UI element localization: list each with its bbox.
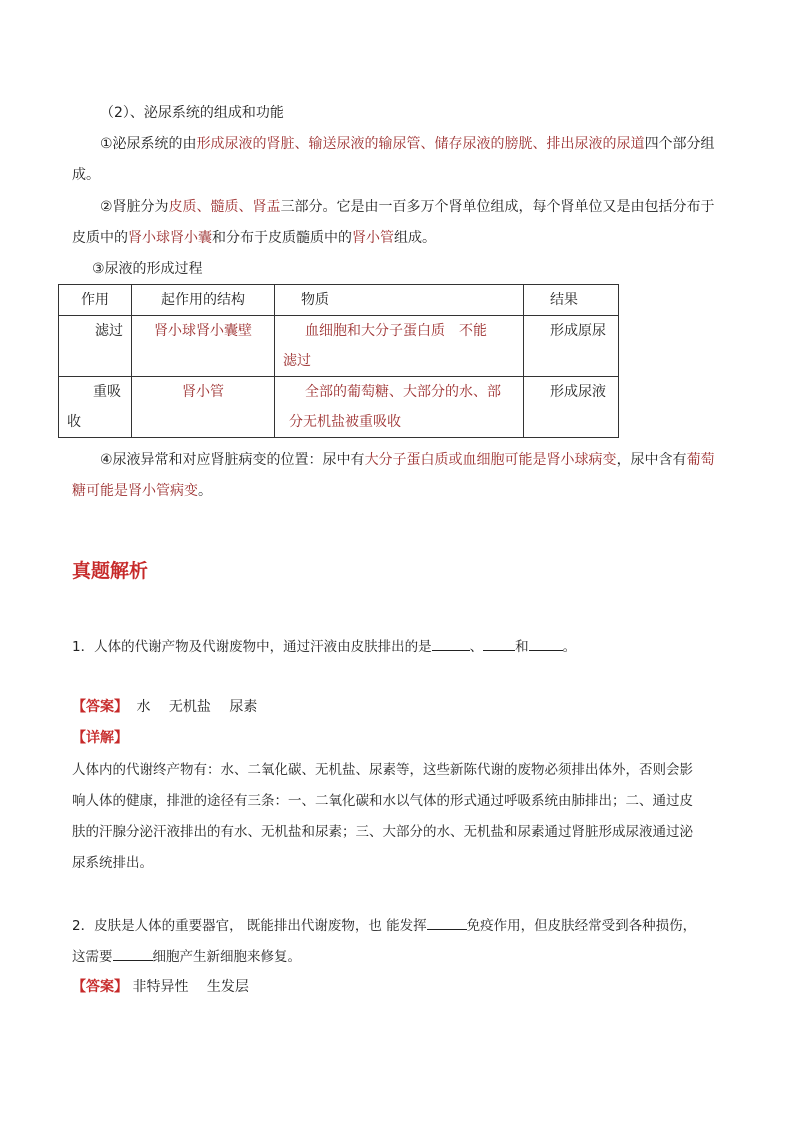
table-row [59,377,619,438]
cell-action: 滤过 [59,316,132,377]
header-substance: 物质 [275,285,524,316]
note-4-line-2: 糖可能是肾小管病变。 [72,483,212,499]
question-2-line-2: 这需要 细胞产生新细胞来修复。 [72,946,301,967]
section-title: 真题解析 [72,560,149,582]
paragraph-1-line-1: ①泌尿系统的由形成尿液的肾脏、输送尿液的输尿管、储存尿液的膀胱、排出尿液的尿道四个部分组 [100,136,715,152]
heading-text: （2）、泌尿系统的组成和功能 [100,105,284,121]
answer-tag: 【答案】 [72,979,128,995]
highlight-glomerulus-disease: 大分子蛋白质或血细胞可能是肾小球病变 [364,452,617,468]
paragraph-2-line-1: ②肾脏分为皮质、髓质、肾盂三部分。它是由一百多万个肾单位组成，每个肾单位又是由包括分布于 [100,199,715,215]
cell-action: 重吸 收 [59,377,132,438]
highlight-tubule: 肾小管 [352,230,394,246]
detail-line: 肤的汗腺分泌汗液排出的有水、无机盐和尿素；三、大部分的水、无机盐和尿素通过肾脏形成尿液通过泌 [72,824,693,840]
paragraph-2-line-2: 皮质中的肾小球肾小囊和分布于皮质髓质中的肾小管组成。 [72,230,436,246]
answer-blank [483,636,515,651]
question-1-detail-tag [72,728,128,748]
cell-structure: 肾小球肾小囊壁 [132,316,275,377]
cell-result: 形成尿液 [524,377,619,438]
cell-result: 形成原尿 [524,316,619,377]
detail-line: 响人体的健康，排泄的途径有三条：一、二氧化碳和水以气体的形式通过呼吸系统由肺排出；二、通过皮 [72,793,693,809]
question-2-line-1: 2．皮肤是人体的重要器官， 既能排出代谢废物，也 能发挥 免疫作用，但皮肤经常受到各种损伤， [72,915,696,936]
answer-tag: 【答案】 [72,699,128,715]
cell-structure: 肾小管 [132,377,275,438]
paragraph-1-line-2: 成。 [72,167,100,183]
header-structure: 起作用的结构 [132,285,275,316]
detail-line: 人体内的代谢终产物有：水、二氧化碳、无机盐、尿素等，这些新陈代谢的废物必须排出体外，否则会影 [72,762,693,778]
answer-blank [529,636,563,651]
section-heading-urinary [100,103,284,123]
cell-substance: 全部的葡萄糖、大部分的水、部 分无机盐被重吸收 [275,377,524,438]
detail-tag: 【详解】 [72,730,128,746]
urine-formation-table [58,284,619,438]
table-row [59,316,619,377]
question-1-answer: 【答案】 水 无机盐 尿素 [72,699,258,715]
header-result: 结果 [524,285,619,316]
answer-blank [427,915,467,930]
question-2-answer: 【答案】 非特异性 生发层 [72,979,249,995]
question-1: 1．人体的代谢产物及代谢废物中，通过汗液由皮肤排出的是 、 和 。 [72,636,576,657]
detail-line: 尿系统排出。 [72,855,153,871]
highlight-organs: 形成尿液的肾脏、输送尿液的输尿管、储存尿液的膀胱、排出尿液的尿道 [196,136,645,152]
highlight-tubule-disease: 糖可能是肾小管病变 [72,483,198,499]
highlight-kidney-parts: 皮质、髓质、肾盂 [168,199,281,215]
answer-blank [113,946,153,961]
table-header-row [59,285,619,316]
note-4-line-1: ④尿液异常和对应肾脏病变的位置：尿中有大分子蛋白质或血细胞可能是肾小球病变，尿中含有葡萄 [100,452,715,468]
header-action: 作用 [59,285,132,316]
highlight-glomerulus: 肾小球肾小囊 [128,230,212,246]
answer-blank [432,636,470,651]
cell-substance: 血细胞和大分子蛋白质 不能 滤过 [275,316,524,377]
paragraph-3: ③尿液的形成过程 [92,261,203,277]
